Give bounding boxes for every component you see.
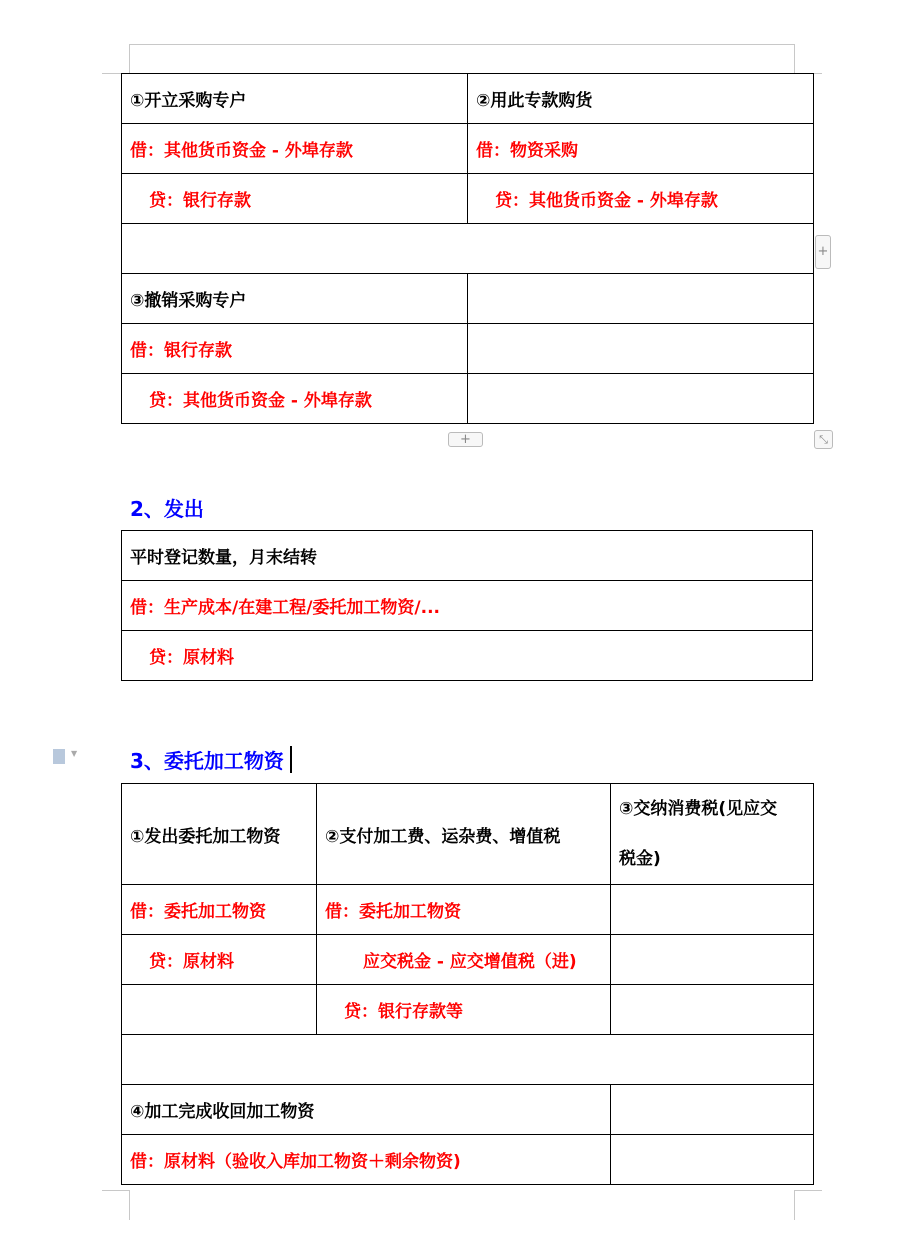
table-cell[interactable]: 平时登记数量，月末结转 xyxy=(122,531,813,581)
table-row xyxy=(122,324,814,374)
table-cell-empty[interactable] xyxy=(611,1135,814,1185)
table-cell-empty[interactable] xyxy=(468,274,814,324)
table-cell[interactable]: ④加工完成收回加工物资 xyxy=(122,1085,611,1135)
issue-table xyxy=(121,530,813,681)
add-row-button[interactable]: + xyxy=(448,432,483,447)
table-cell[interactable]: 借：委托加工物资 xyxy=(122,885,317,935)
table-row xyxy=(122,935,814,985)
page-corner-br-v xyxy=(794,1190,795,1220)
consignment-table xyxy=(121,783,814,1185)
table-cell[interactable]: ②支付加工费、运杂费、增值税 xyxy=(317,784,611,885)
table-cell-empty[interactable] xyxy=(611,1085,814,1135)
section-heading: 2、发出 xyxy=(130,497,204,521)
purchase-account-table xyxy=(121,73,814,424)
table-cell[interactable]: 贷：银行存款 xyxy=(122,174,468,224)
page-corner-bl-v xyxy=(129,1190,130,1220)
table-row xyxy=(122,631,813,681)
table-row xyxy=(122,74,814,124)
table-cell[interactable]: 贷：原材料 xyxy=(122,935,317,985)
add-column-button[interactable]: + xyxy=(815,235,831,269)
table-row xyxy=(122,274,814,324)
table-cell-empty[interactable] xyxy=(611,885,814,935)
table-row xyxy=(122,1035,814,1085)
table-cell[interactable]: 借：原材料（验收入库加工物资＋剩余物资) xyxy=(122,1135,611,1185)
table-cell[interactable]: 借：生产成本/在建工程/委托加工物资/... xyxy=(122,581,813,631)
document-icon[interactable] xyxy=(53,749,65,764)
table-cell[interactable]: 借：其他货币资金 - 外埠存款 xyxy=(122,124,468,174)
table-cell[interactable]: 贷：其他货币资金 - 外埠存款 xyxy=(468,174,814,224)
table-cell[interactable]: ③撤销采购专户 xyxy=(122,274,468,324)
table-row xyxy=(122,985,814,1035)
table-cell-empty[interactable] xyxy=(468,374,814,424)
table-cell[interactable]: 贷：原材料 xyxy=(122,631,813,681)
page-margin-right xyxy=(794,44,795,73)
table-row xyxy=(122,531,813,581)
table-cell-empty[interactable] xyxy=(468,324,814,374)
chevron-down-icon[interactable]: ▼ xyxy=(71,749,78,758)
table-cell[interactable]: 贷：银行存款等 xyxy=(317,985,611,1035)
resize-table-icon[interactable]: ⤡ xyxy=(814,430,833,449)
table-row xyxy=(122,885,814,935)
section-heading: 3、委托加工物资 xyxy=(130,749,284,773)
table-row xyxy=(122,374,814,424)
table-row xyxy=(122,1135,814,1185)
table-cell-empty[interactable] xyxy=(611,935,814,985)
table-row xyxy=(122,784,814,885)
table-row xyxy=(122,224,814,274)
page-corner-bl-h xyxy=(102,1190,129,1191)
table-cell[interactable]: 借：物资采购 xyxy=(468,124,814,174)
table-cell-empty[interactable] xyxy=(122,224,814,274)
table-cell[interactable]: ①开立采购专户 xyxy=(122,74,468,124)
table-cell[interactable]: 借：银行存款 xyxy=(122,324,468,374)
table-cell-empty[interactable] xyxy=(122,985,317,1035)
table-cell[interactable]: 借：委托加工物资 xyxy=(317,885,611,935)
page-margin-left xyxy=(129,44,130,73)
table-cell[interactable]: 应交税金 - 应交增值税（进) xyxy=(317,935,611,985)
page-margin-top xyxy=(129,44,794,45)
table-row xyxy=(122,1085,814,1135)
page-corner-br-h xyxy=(794,1190,822,1191)
table-cell[interactable] xyxy=(611,784,814,885)
table-row xyxy=(122,581,813,631)
table-cell[interactable]: ①发出委托加工物资 xyxy=(122,784,317,885)
table-cell[interactable]: ②用此专款购货 xyxy=(468,74,814,124)
text-cursor xyxy=(290,746,292,773)
cell-text: 税金) xyxy=(619,849,661,869)
table-row xyxy=(122,174,814,224)
table-row xyxy=(122,124,814,174)
table-cell-empty[interactable] xyxy=(611,985,814,1035)
table-cell[interactable]: 贷：其他货币资金 - 外埠存款 xyxy=(122,374,468,424)
cell-text: ③交纳消费税(见应交 xyxy=(619,799,778,819)
table-cell-empty[interactable] xyxy=(122,1035,814,1085)
